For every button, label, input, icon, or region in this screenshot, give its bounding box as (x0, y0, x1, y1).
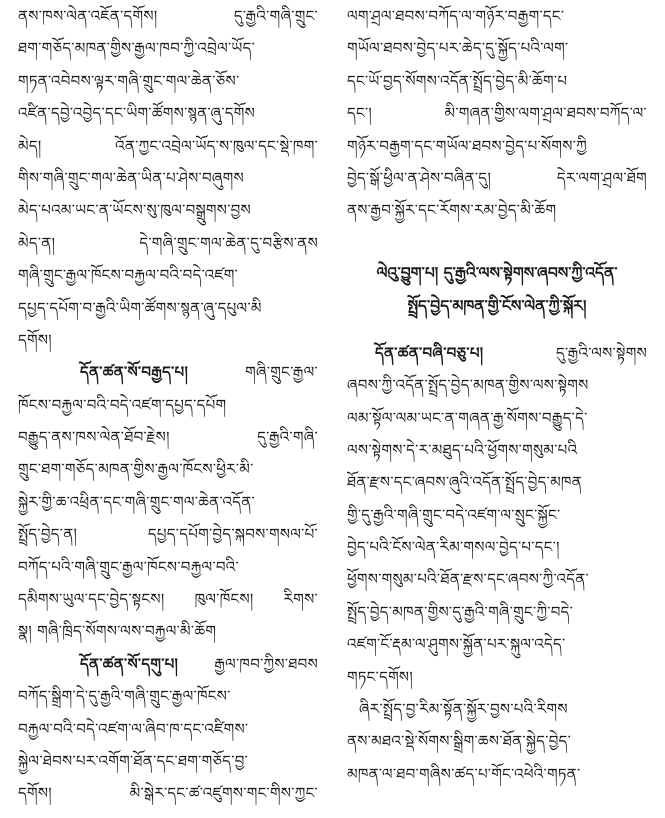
text-line: བཀོད་པའི་གཞི་གྲུང་རྒྱལ་ཁོངས་བརྐྱལ་བའི་ (18, 557, 240, 576)
text-line: ལམ་སྟོལ་ལམ་ཡང་ན་གཞན་རྒྱ་སོགས་བརྒྱུད་དེ་ (347, 408, 588, 427)
text-line: གིས་གཞི་གྲུང་གལ་ཆེན་ཡིན་པ་ཤེས་བཞུགས (18, 168, 244, 187)
text-line: ལག་ཤྲལ་ཐབས་བཀོད་ལ་གཉོར་བརྒྱག་དང་ (347, 7, 565, 25)
text-line: གཉོར་བརྒྱག་དང་གཡོལ་ཐབས་བྱེད་པ་སོགས་ཀྱི (347, 136, 588, 155)
text-line: བཀོད་སྒྲིག་དེ་དུ་རྒྱའི་གཞི་གྲུང་རྒྱལ་ཁོངས་ (18, 687, 231, 706)
chapter-heading-line-2: སྤྲོད་བྱེད་མཁན་གྱི་ངོས་ལེན་ཀྱི་སྐོར། (407, 296, 587, 315)
text-line: ཐག་གཅོད་མཁན་གྱིས་རྒྱལ་ཁབ་ཀྱི་འབྲེལ་ཡོད་ (18, 39, 256, 58)
text-line: མེད་ན། དེ་གཞི་གྲུང་གལ་ཆེན་དུ་བརྩིས་ནས (18, 233, 318, 252)
text-line: ལས་སྟེགས་དེ་ར་མཐུད་པའི་ཕྱོགས་གསུམ་པའི (347, 440, 578, 459)
text-line: བྱེད་སྒོ་ཕྱིལ་ན་ཤེས་བཞིན་དུ། དེར་ལག་ཤྲལ་ཐོག (347, 168, 647, 187)
text-line: དམིགས་ཡུལ་དང་བྱེད་སྟངས། ཁུལ་ཁོངས། རིགས་ (18, 590, 318, 609)
text-line: དཔྱད་དཔོག་བ་རྒྱའི་ཡིག་ཚོགས་སྙན་ཞུ་དཔུལ་མི (18, 298, 262, 317)
spacer (347, 227, 647, 257)
chapter-heading-line-1: ལེའུ་བྱུག་པ། དུ་རྒྱའི་ལས་སྟེགས་ཞབས་ཀྱི་འདོན་ (376, 263, 618, 282)
text-line: ཞིར་སྤྲོད་བྱ་རིམ་སྟོན་སྐྱོར་བྱས་པའི་རིགས (359, 700, 568, 719)
spacer (347, 323, 647, 337)
text-line: དགོས། མི་སྒེར་དང་ཚ་འཛུགས་གང་གིས་ཀྱང་ (18, 784, 318, 803)
text-line: གྲུང་ཐག་གཅོད་མཁན་གྱིས་རྒྱལ་ཁོངས་ཕྱིར་མི་ (18, 460, 254, 479)
text-line: མཁན་ལ་ཐབ་གཞིས་ཚད་པ་གོང་འཕེའི་གཏན་ (347, 764, 581, 783)
text-span: དུ་རྒྱའི་ལས་སྟེགས (555, 343, 647, 362)
text-line: བརྐྱལ་བའི་བདེ་འཛག་ལ་ཞིབ་ཁ་དང་འཛིགས་ (18, 719, 249, 738)
text-line: གཏང་དགོས། (347, 667, 413, 686)
text-line: གྱི་དུ་རྒྱའི་གཞི་གྲུང་བདེ་འཛག་ལ་སྲུང་སྐྱོང་ (347, 505, 561, 524)
text-line: བརྒྱུད་ནས་ཁས་ལེན་ཐོབ་རྗེས། དུ་རྒྱའི་གཞི་ (18, 428, 318, 447)
text-line: འཛག་ངོ་རྡམ་ལ་ཤུགས་སྐྱོན་པར་སྐུལ་འདེད་ (347, 635, 566, 654)
text-line: སྣ། གཞི་ཁྲིད་སོགས་ལས་བརྐྱལ་མི་ཆོག (18, 622, 217, 641)
article-first-line (18, 648, 318, 680)
text-line: ཁོངས་བརྐྱལ་བའི་བདེ་འཛག་དཔྱད་དཔོག (18, 395, 227, 414)
article-first-line (347, 337, 647, 369)
text-line: ནས་མཐའ་སྡེ་སོགས་སྒྲིག་ཆས་ཐོན་སྐྱེད་བྱེད་ (347, 732, 572, 751)
left-column (18, 0, 318, 810)
text-line: གཏན་འབེབས་ལྟར་གཞི་གྲུང་གལ་ཆེན་ཅོས་ (18, 71, 240, 90)
text-line: དང་ཡོ་བྱད་སོགས་འདོན་སྤྲོད་བྱེད་མི་ཆོག་པ (347, 71, 568, 90)
text-line: འཛིན་དབྱེ་འབྱེད་དང་ཡིག་ཚོགས་སྙན་ཞུ་དགོས (18, 104, 256, 123)
text-line: མེད་པའམ་ཡང་ན་ཡོངས་སུ་ཁུལ་བསྒྲུགས་བྱས (18, 201, 251, 220)
right-column (347, 0, 647, 790)
text-line: ཐོན་རྫས་དང་ཞབས་ཞུའི་འདོན་སྤྲོད་བྱེད་མཁན (347, 473, 583, 492)
text-line: གཞི་གྲུང་རྒྱལ་ཁོངས་བརྐྱལ་བའི་བདེ་འཛག་ (18, 266, 239, 285)
article-first-line (18, 356, 318, 388)
article-label: དོན་ཚན་སོ་བརྒྱད་པ། (80, 363, 189, 382)
text-line: མེད། འོན་ཀྱང་འབྲེལ་ཡོད་ས་ཁུལ་དང་སྡེ་ཁག་ (18, 136, 318, 155)
text-line: སྐྱེལ་ཐེབས་པར་འགོག་ཐོན་དང་ཐག་གཅོད་བྱ་ (18, 751, 249, 770)
article-label: དོན་ཚན་སོ་དགུ་པ། (80, 654, 179, 673)
text-span: རྒྱལ་ཁབ་ཀྱིས་ཐབས (214, 654, 318, 673)
article-label: དོན་ཚན་བཞི་བཅུ་པ། (375, 343, 484, 362)
text-line: གཡོལ་ཐབས་བྱེད་པར་ཆེད་དུ་སྐྱོད་པའི་ལག་ (347, 39, 569, 58)
text-line: ནས་ཁས་ལེན་འཇོན་དགོས། དུ་རྒྱའི་གཞི་གྲུང་ (18, 7, 318, 25)
text-line: སྤྲོད་བྱེད་ན། དཔྱད་དཔོག་བྱེད་སྐབས་གསལ་པོ་ (18, 525, 318, 544)
text-line: སྤྲོད་བྱེད་མཁན་གྱིས་དུ་རྒྱའི་གཞི་གྲུང་ཀྱི་བདེ་ (347, 602, 574, 621)
text-line: ཕྱོགས་གསུམ་པའི་ཐོན་རྫས་དང་ཞབས་ཀྱི་འདོན་ (347, 570, 589, 589)
text-line: སྐྱེར་གྱི་ཆ་འཕྲིན་དང་གཞི་གྲུང་གལ་ཆེན་འདོན་ (18, 492, 255, 511)
text-line: ནས་རྒྱབ་སྐྱོར་དང་རོགས་རམ་བྱེད་མི་ཆོག (347, 201, 557, 220)
text-line: དགོས། (18, 330, 52, 349)
text-line: བྱེད་པའི་ངོས་ལེན་རིམ་གསལ་བྱེད་པ་དང་། (347, 538, 560, 557)
text-line: ཞབས་ཀྱི་འདོན་སྤྲོད་བྱེད་མཁན་གྱིས་ལས་སྟེགས (347, 376, 589, 395)
text-span: གཞི་གྲུང་རྒྱལ་ (245, 363, 318, 382)
text-line: དང་། མི་གཞན་གྱིས་ལག་ཤྲལ་ཐབས་བཀོད་ལ་ (347, 104, 647, 123)
